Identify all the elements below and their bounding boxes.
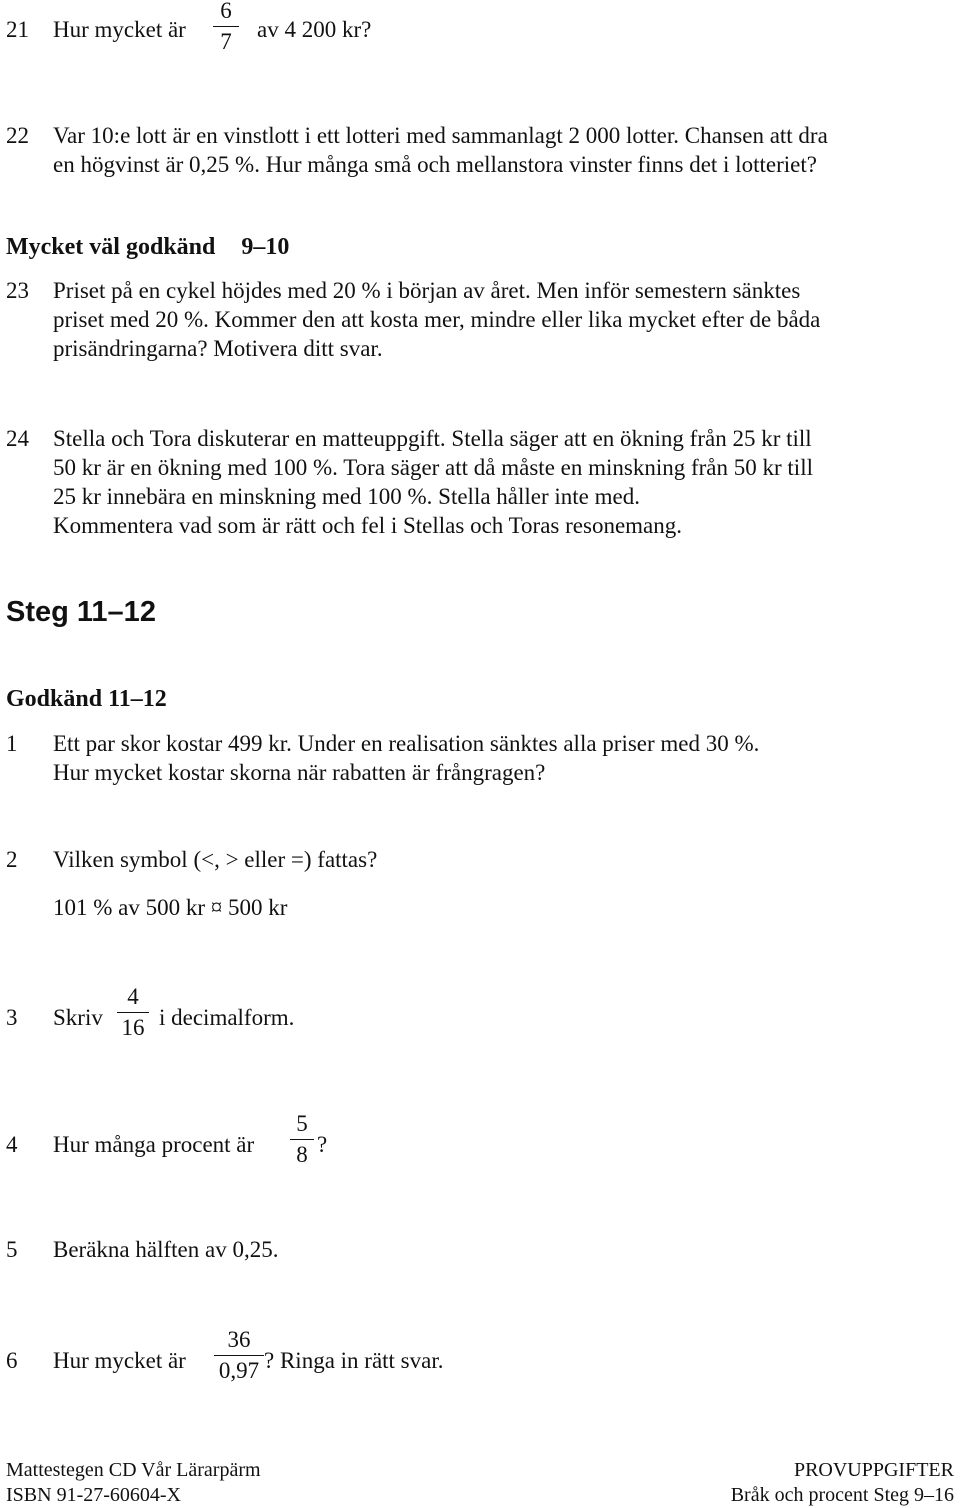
question-number: 4 (6, 1132, 18, 1157)
fraction-denominator: 16 (121, 1015, 145, 1040)
footer-label: PROVUPPGIFTER (793, 1459, 954, 1481)
question-line: priset med 20 %. Kommer den att kosta mer, mindre eller lika mycket efter de båda (53, 307, 821, 332)
fraction (214, 1327, 264, 1384)
question-text: Vilken symbol (<, > eller =) fattas? (53, 847, 378, 872)
question-text: i decimalform. (159, 1005, 295, 1030)
section-heading (6, 685, 167, 714)
question-text: av 4 200 kr? (257, 17, 372, 42)
footer-chapter: Bråk och procent Steg 9–16 (730, 1484, 954, 1506)
question-line: Hur mycket kostar skorna när rabatten är frångragen? (53, 760, 546, 785)
fraction (290, 1111, 314, 1168)
comparison-expression (53, 893, 287, 922)
fraction-bar (290, 1139, 314, 1140)
question-text: Beräkna hälften av 0,25. (53, 1237, 279, 1262)
fraction-denominator: 7 (220, 29, 232, 54)
section-heading (6, 233, 289, 262)
question-number: 1 (6, 731, 18, 756)
question-text: Hur mycket är (53, 1348, 186, 1373)
fraction-bar (213, 26, 239, 27)
question-text: Hur många procent är (53, 1132, 255, 1157)
fraction-numerator: 6 (220, 0, 232, 23)
fraction (117, 984, 149, 1041)
question-number: 21 (6, 17, 29, 42)
question-line: prisändringarna? Motivera ditt svar. (53, 336, 383, 361)
section-range: 9–10 (241, 234, 290, 260)
question-number: 2 (6, 847, 18, 872)
fraction-bar (214, 1355, 264, 1356)
fraction-bar (117, 1012, 149, 1013)
fraction-numerator: 36 (227, 1327, 251, 1352)
fraction-numerator: 5 (296, 1111, 308, 1136)
section-title: Mycket väl godkänd (6, 234, 216, 260)
footer-isbn: ISBN 91-27-60604-X (6, 1484, 181, 1506)
section-title: Godkänd (6, 686, 103, 712)
question-line: 50 kr är en ökning med 100 %. Tora säger att då måste en minskning från 50 kr till (53, 455, 813, 480)
step-heading: Steg 11–12 (6, 596, 156, 628)
question-line: Var 10:e lott är en vinstlott i ett lotteri med sammanlagt 2 000 lotter. Chansen att dra (53, 123, 828, 148)
question-number: 24 (6, 426, 29, 451)
footer-publication: Mattestegen CD Vår Lärarpärm (6, 1459, 261, 1481)
section-range: 11–12 (108, 686, 167, 712)
question-text: Skriv (53, 1005, 103, 1030)
expression-left: 101 % av 500 kr (53, 895, 206, 920)
question-number: 22 (6, 123, 29, 148)
question-line: Kommentera vad som är rätt och fel i Stellas och Toras resonemang. (53, 513, 682, 538)
question-text: ? Ringa in rätt svar. (264, 1348, 444, 1373)
missing-symbol-placeholder: ¤ (210, 895, 223, 920)
question-line: Ett par skor kostar 499 kr. Under en realisation sänktes alla priser med 30 %. (53, 731, 760, 756)
question-line: Priset på en cykel höjdes med 20 % i början av året. Men inför semestern sänktes (53, 278, 801, 303)
question-text: ? (317, 1132, 328, 1157)
question-text: Hur mycket är (53, 17, 186, 42)
fraction (213, 0, 239, 55)
question-number: 3 (6, 1005, 18, 1030)
question-number: 6 (6, 1348, 18, 1373)
question-line: en högvinst är 0,25 %. Hur många små och mellanstora vinster finns det i lotteriet? (53, 152, 817, 177)
question-number: 5 (6, 1237, 18, 1262)
fraction-denominator: 8 (296, 1142, 308, 1167)
fraction-numerator: 4 (127, 984, 139, 1009)
question-number: 23 (6, 278, 29, 303)
question-line: Stella och Tora diskuterar en matteuppgift. Stella säger att en ökning från 25 kr till (53, 426, 812, 451)
question-line: 25 kr innebära en minskning med 100 %. Stella håller inte med. (53, 484, 640, 509)
fraction-denominator: 0,97 (218, 1358, 260, 1383)
expression-right: 500 kr (228, 895, 288, 920)
